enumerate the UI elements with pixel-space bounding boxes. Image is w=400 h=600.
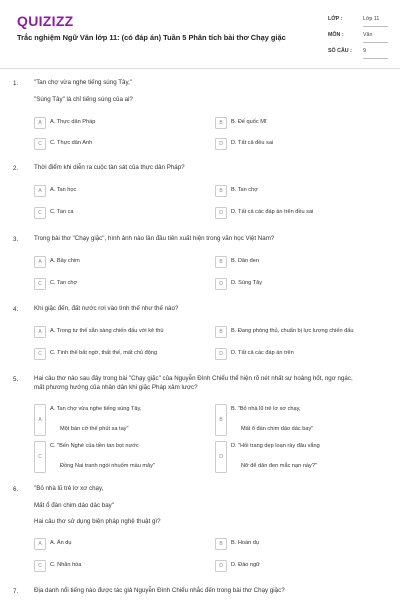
quiz-title: Trắc nghiệm Ngữ Văn lớp 11: (có đáp án) Tuần 5 Phân tích bài thơ Chạy giặc — [17, 33, 286, 42]
option-text-line2: Một bàn cờ thế phút sa tay" — [60, 426, 129, 432]
meta-underline — [363, 26, 388, 27]
header-divider — [0, 68, 400, 69]
question-text: Hai câu thơ sử dụng biện pháp nghệ thuật gì? — [34, 518, 161, 525]
option-letter: B — [215, 538, 227, 550]
meta-underline — [363, 58, 388, 59]
option-text: D. Tất cả các đáp án trên — [231, 350, 294, 356]
option-text: C. Thực dân Anh — [50, 140, 93, 146]
option-text: A. Trong tư thế sẵn sàng chiến đấu với kẻ thù — [50, 328, 164, 334]
question-text: "Tan chợ vừa nghe tiếng súng Tây," — [34, 79, 133, 86]
option-letter: B — [215, 326, 227, 338]
option-text: B. Hoán dụ — [231, 540, 259, 546]
meta-class-value: Lớp 11 — [363, 16, 380, 22]
option-letter: C — [34, 441, 46, 473]
option-text-line2: Nỡ để dân đen mắc nạn này?" — [241, 463, 317, 469]
option-letter: D — [215, 207, 227, 219]
option-text: B. Tan chợ — [231, 187, 258, 193]
question-text: "Súng Tây" là chỉ tiếng súng của ai? — [34, 96, 133, 103]
meta-class-row — [328, 13, 388, 27]
option-text: C. Tan chợ — [50, 280, 78, 286]
option-letter: A — [34, 326, 46, 338]
meta-subject-row — [328, 29, 388, 43]
meta-class-label: LỚP : — [328, 16, 343, 22]
option-letter: A — [34, 117, 46, 129]
option-text-line1: D. "Hỏi trang dẹp loạn rày đâu vắng — [231, 443, 320, 449]
option-text: C. Tình thế bất ngờ, thất thế, mất chủ động — [50, 350, 158, 356]
option-letter: B — [215, 256, 227, 268]
question-text: mất phương hướng của nhân dân khi giặc Pháp xâm lược? — [34, 384, 198, 391]
option-text-line1: A. Tan chợ vừa nghe tiếng súng Tây, — [50, 406, 142, 412]
question-text: Khi giặc đến, đất nước rơi vào tình thế như thế nào? — [34, 305, 179, 312]
option-text-line1: B. "Bỏ nhà lũ trẻ lơ xơ chạy, — [231, 406, 301, 412]
question-number: 5. — [13, 376, 19, 383]
option-text: D. Súng Tây — [231, 280, 262, 286]
meta-count-label: SỐ CÂU : — [328, 48, 352, 54]
question-number: 2. — [13, 165, 19, 172]
question-text: "Bỏ nhà lũ trẻ lơ xơ chạy, — [34, 485, 104, 492]
question-number: 7. — [13, 588, 19, 595]
question-number: 6. — [13, 486, 19, 493]
option-letter: A — [34, 185, 46, 197]
option-text: B. Đế quốc Mĩ — [231, 119, 267, 125]
option-text-line1: C. "Bến Nghé của tiền tan bọt nước — [50, 443, 139, 449]
option-text: D. Tất cả các đáp án trên đều sai — [231, 209, 314, 215]
question-number: 1. — [13, 80, 19, 87]
option-letter: C — [34, 560, 46, 572]
option-text: D. Tất cả đều sai — [231, 140, 274, 146]
option-text-line2: Đồng Nai tranh ngói nhuốm màu mây" — [60, 463, 155, 469]
option-letter: A — [34, 404, 46, 436]
option-letter: A — [34, 538, 46, 550]
option-letter: B — [215, 185, 227, 197]
meta-count-row — [328, 45, 388, 59]
option-letter: D — [215, 441, 227, 473]
option-letter: D — [215, 348, 227, 360]
meta-subject-label: MÔN : — [328, 32, 344, 38]
question-text: Địa danh nổi tiếng nào được tác giả Nguyễn Đình Chiểu nhắc đến trong bài thơ Chạy giặc? — [34, 587, 285, 594]
option-letter: D — [215, 560, 227, 572]
option-letter: C — [34, 348, 46, 360]
question-text: Trong bài thơ "Chạy giặc", hình ảnh nào lần đầu tiên xuất hiện trong văn học Việt Nam? — [34, 235, 275, 242]
question-text: Thời điểm khi diễn ra cuộc tàn sát của thực dân Pháp? — [34, 164, 185, 171]
meta-subject-value: Văn — [363, 32, 373, 38]
option-letter: B — [215, 117, 227, 129]
option-text: C. Nhân hóa — [50, 562, 82, 568]
option-text: D. Đảo ngữ — [231, 562, 260, 568]
option-text: A. Ẩn dụ — [50, 540, 72, 546]
option-letter: B — [215, 404, 227, 436]
question-text: Hai câu thơ nào sau đây trong bài "Chạy giặc" của Nguyễn Đình Chiểu thể hiện rõ nét nhất sự hoảng hốt, ngơ ngác, — [34, 375, 353, 382]
option-text: A. Bầy chim — [50, 258, 80, 264]
option-text: B. Dân đen — [231, 258, 259, 264]
header — [0, 0, 400, 68]
option-letter: C — [34, 207, 46, 219]
meta-count-value: 9 — [363, 48, 366, 54]
option-text: B. Đang phòng thủ, chuẩn bị lực lượng chiến đấu — [231, 328, 354, 334]
option-text: A. Thực dân Pháp — [50, 119, 96, 125]
option-text: C. Tan ca — [50, 209, 74, 215]
meta-underline — [363, 42, 388, 43]
option-text-line2: Mất ổ đàn chim dáo dác bay" — [241, 426, 314, 432]
question-text: Mất ổ đàn chim dáo dác bay" — [34, 502, 114, 509]
option-letter: D — [215, 278, 227, 290]
option-letter: C — [34, 278, 46, 290]
option-letter: A — [34, 256, 46, 268]
option-text: A. Tan học — [50, 187, 77, 193]
quizizz-logo: QUIZIZZ — [17, 13, 74, 29]
question-number: 4. — [13, 306, 19, 313]
question-number: 3. — [13, 236, 19, 243]
option-letter: C — [34, 138, 46, 150]
option-letter: D — [215, 138, 227, 150]
